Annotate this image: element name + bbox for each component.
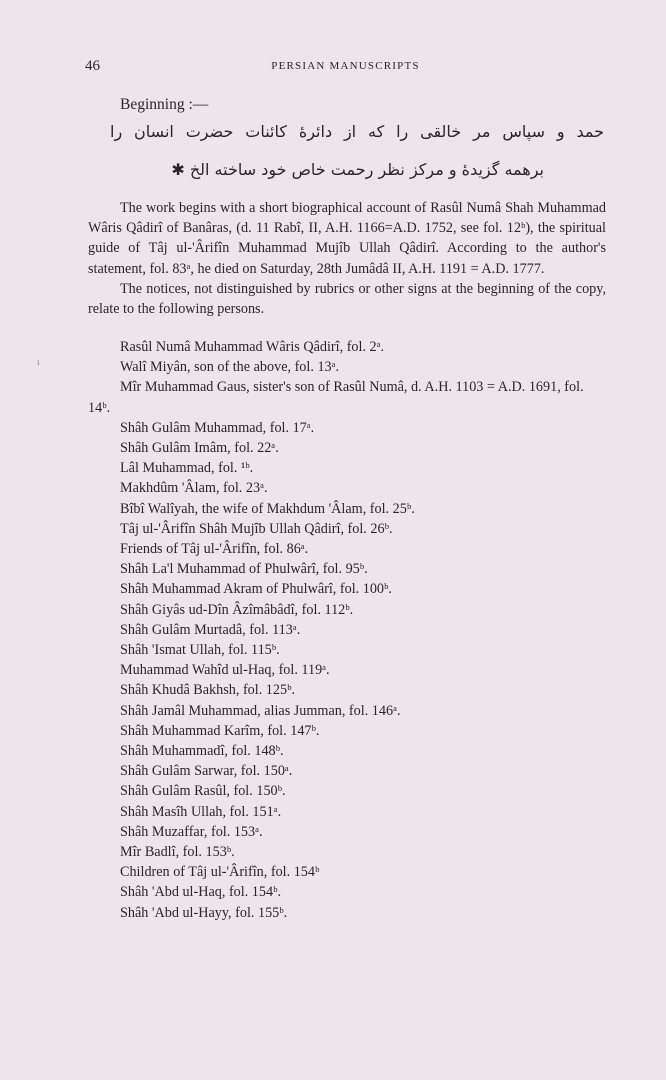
list-item: Lâl Muhammad, fol. ¹ᵇ. — [120, 460, 254, 477]
list-item: Mîr Muhammad Gaus, sister's son of Rasûl Numâ, d. A.H. 1103 = A.D. 1691, fol. 14ᵇ. — [88, 379, 584, 416]
list-item: Shâh Gulâm Rasûl, fol. 150ᵇ. — [120, 783, 286, 800]
list-item: Shâh Gulâm Murtadâ, fol. 113ᵃ. — [120, 621, 301, 638]
list-item: Shâh Gulâm Sarwar, fol. 150ᵃ. — [120, 763, 293, 780]
entry-list — [88, 337, 606, 923]
list-item: Shâh 'Abd ul-Haq, fol. 154ᵇ. — [120, 884, 282, 901]
list-item: Shâh La'l Muhammad of Phulwârî, fol. 95ᵇ. — [120, 561, 368, 578]
paragraph-biography: The work begins with a short biographical account of Rasûl Numâ Shah Muhammad Wâris Qâdirî of Banâras, (d. 11 Rabî, II, A.H. 1166=A.D. 1752, see fol. 12ᵇ), the spiritual guide of Tâj ul-'Ârifîn Muhammad Mujîb Ullah Qâdirî. According to the author's statement, fol. 83ᵃ, he died on Saturday, 28th Jumâdâ II, A.H. 1191 = A.D. 1777. — [88, 200, 606, 277]
list-item: Shâh Jamâl Muhammad, alias Jumman, fol. 146ᵃ. — [120, 702, 401, 719]
list-item: Shâh Gulâm Muhammad, fol. 17ᵃ. — [120, 419, 315, 436]
page-header — [85, 58, 606, 82]
list-item: Shâh Muhammad Akram of Phulwârî, fol. 100ᵇ. — [120, 581, 392, 598]
description-body — [88, 198, 606, 319]
beginning-label: Beginning :— — [120, 96, 209, 113]
list-item: Shâh Muhammad Karîm, fol. 147ᵇ. — [120, 722, 320, 739]
arabic-incipit-line-1: حمد و سپاس مر خالقی را که از دائرهٔ کائنات حضرت انسان را — [110, 122, 604, 141]
list-item: Rasûl Numâ Muhammad Wâris Qâdirî, fol. 2ᵃ. — [120, 339, 385, 355]
list-item: Shâh Giyâs ud-Dîn Âzîmâbâdî, fol. 112ᵇ. — [120, 601, 354, 618]
margin-mark: ı — [37, 357, 40, 367]
list-item: Muhammad Wahîd ul-Haq, fol. 119ᵃ. — [120, 662, 330, 679]
list-item: Shâh 'Ismat Ullah, fol. 115ᵇ. — [120, 642, 280, 659]
list-item: Tâj ul-'Ârifîn Shâh Mujîb Ullah Qâdirî, fol. 26ᵇ. — [120, 520, 393, 537]
list-item: Shâh Muzaffar, fol. 153ᵃ. — [120, 823, 263, 840]
list-item: Children of Tâj ul-'Ârifîn, fol. 154ᵇ — [120, 864, 320, 881]
paragraph-notices: The notices, not distinguished by rubrics or other signs at the beginning of the copy, relate to the following persons. — [88, 280, 606, 318]
arabic-incipit-line-2: برهمه گزیدهٔ و مرکز نظر رحمت خاص خود ساخته الخ ✱ — [171, 160, 544, 179]
list-item: Walî Miyân, son of the above, fol. 13ᵃ. — [120, 359, 340, 376]
list-item: Bîbî Walîyah, the wife of Makhdum 'Âlam, fol. 25ᵇ. — [120, 500, 415, 517]
list-item: Makhdûm 'Âlam, fol. 23ᵃ. — [120, 480, 268, 497]
page-number: 46 — [85, 58, 100, 74]
list-item: Shâh Khudâ Bakhsh, fol. 125ᵇ. — [120, 682, 296, 699]
list-item: Shâh Gulâm Imâm, fol. 22ᵃ. — [120, 440, 279, 457]
list-item: Friends of Tâj ul-'Ârifîn, fol. 86ᵃ. — [120, 541, 309, 558]
list-item: Shâh Muhammadî, fol. 148ᵇ. — [120, 743, 284, 760]
list-item: Shâh 'Abd ul-Hayy, fol. 155ᵇ. — [120, 904, 288, 921]
running-title: PERSIAN MANUSCRIPTS — [271, 60, 420, 72]
list-item: Shâh Masîh Ullah, fol. 151ᵃ. — [120, 803, 282, 820]
list-item: Mîr Badlî, fol. 153ᵇ. — [120, 844, 235, 861]
